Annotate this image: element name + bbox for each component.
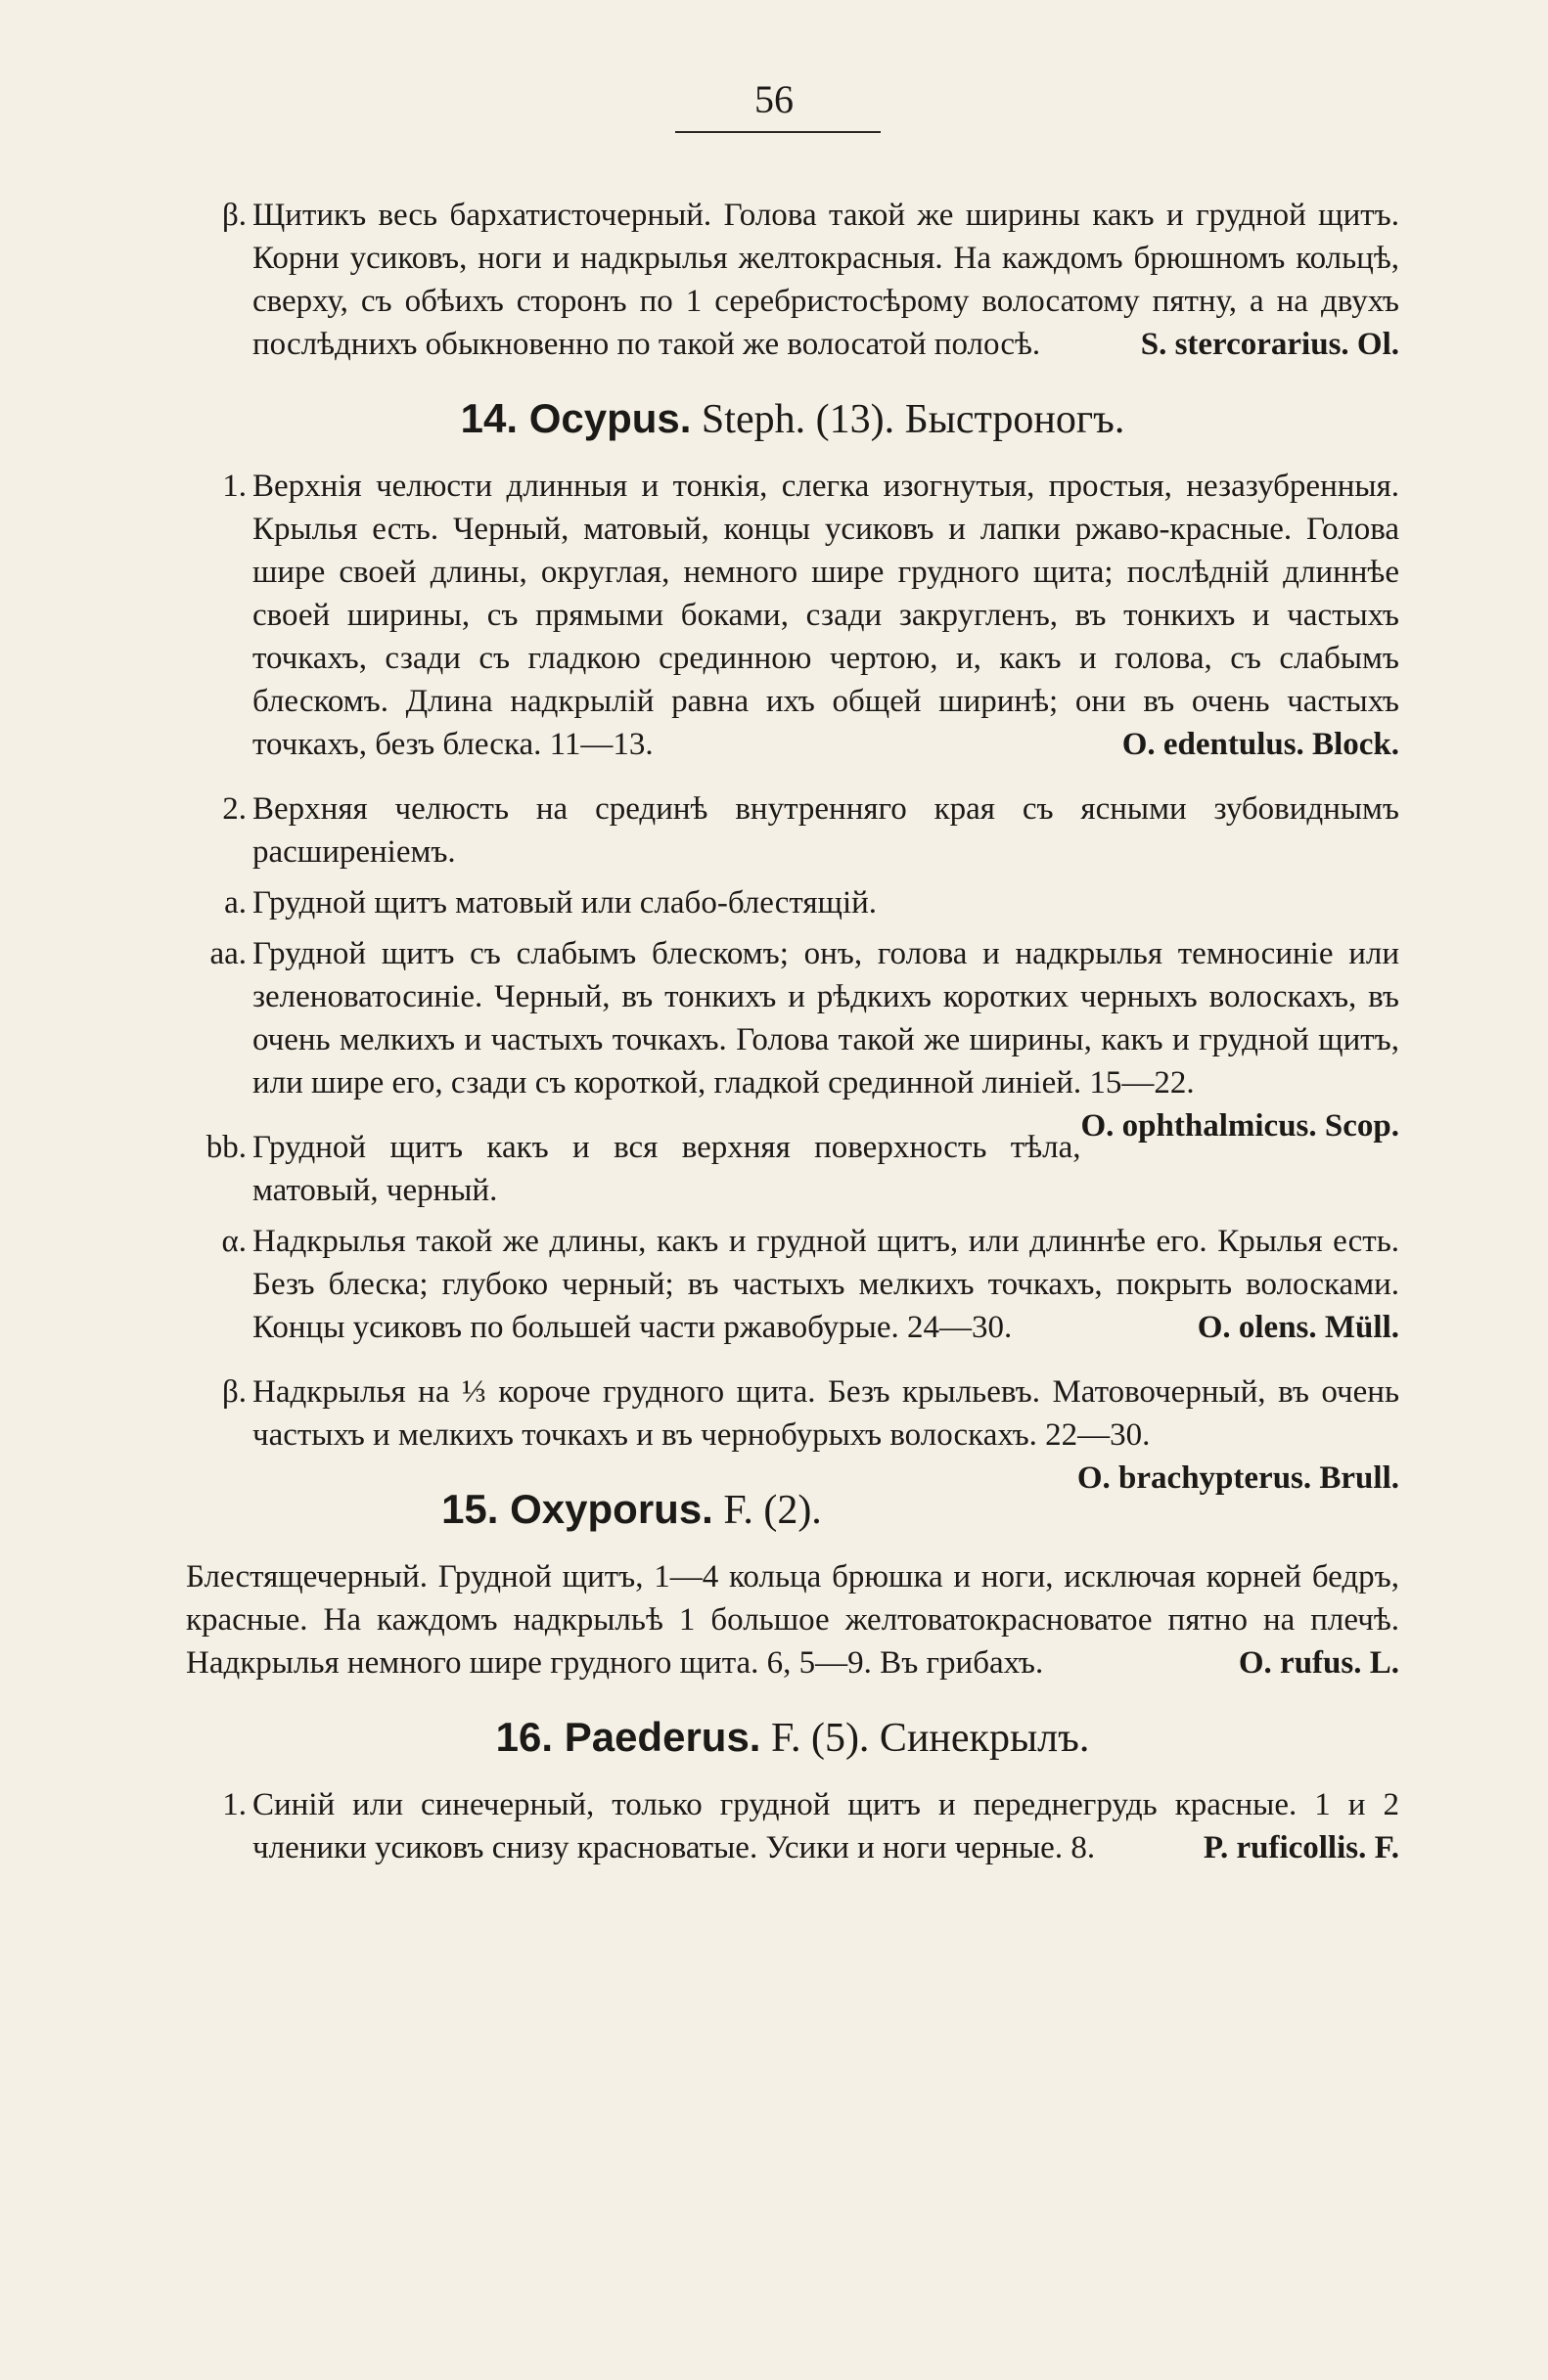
genus-name: 16. Paederus.	[495, 1714, 761, 1760]
genus-heading	[186, 391, 1399, 447]
entry-label: aa.	[209, 936, 247, 971]
entry-text: Надкрылья такой же длины, какъ и грудной щитъ, или длиннѣе его. Крылья есть. Безъ блеска; глубоко черный; въ частыхъ мелкихъ точкахъ, покрыть волосками. Концы усиковъ по большей части ржавобурые. 24—30.	[252, 1224, 1399, 1345]
species-name: O. edentulus. Block.	[1121, 727, 1399, 762]
key-entry	[186, 465, 1399, 766]
key-entry	[186, 1126, 1399, 1212]
entry-label: 1.	[222, 469, 247, 504]
entry-text: Надкрылья на ⅓ короче грудного щита. Безъ крыльевъ. Матовочерный, въ очень частыхъ и мелкихъ точкахъ и въ чернобурыхъ волоскахъ. 22—30.	[252, 1374, 1399, 1453]
key-entry	[186, 787, 1399, 874]
entry-label: bb.	[205, 1130, 247, 1165]
page-number: 56	[754, 77, 794, 121]
species-name: P. ruficollis. F.	[1203, 1830, 1399, 1865]
entry-label: β.	[221, 198, 247, 233]
genus-info: F. (2).	[723, 1488, 822, 1533]
entry-label: a.	[224, 885, 247, 921]
key-entry	[186, 1370, 1399, 1496]
genus-heading	[186, 1710, 1399, 1766]
entry-text: Грудной щитъ матовый или слабо-блестящій.	[252, 885, 878, 921]
species-name: O. brachypterus. Brull.	[1076, 1460, 1399, 1496]
entry-text: Верхняя челюсть на срединѣ внутренняго края съ ясными зубовиднымъ расширеніемъ.	[252, 791, 1399, 870]
entry-label: β.	[221, 1374, 247, 1410]
key-entry	[186, 932, 1399, 1144]
genus-info: F. (5). Синекрылъ.	[770, 1716, 1090, 1761]
key-entry	[186, 1220, 1399, 1349]
genus-description	[186, 1555, 1399, 1684]
header-rule	[675, 131, 881, 133]
species-name: S. stercorarius. Ol.	[1140, 327, 1399, 362]
entry-label: α.	[221, 1224, 247, 1259]
genus-name: 15. Oxyporus.	[441, 1486, 713, 1532]
entry-text: Синій или синечерный, только грудной щитъ и переднегрудь красные. 1 и 2 членики усиковъ снизу красноватые. Усики и ноги черные. 8.	[252, 1787, 1399, 1865]
entry-text: Грудной щитъ съ слабымъ блескомъ; онъ, голова и надкрылья темносиніе или зеленоватосиніе. Черный, въ тонкихъ и рѣдкихъ коротких черныхъ волоскахъ, въ очень мелкихъ и частыхъ точкахъ. Голова такой же ширины, какъ и грудной щитъ, или шире его, сзади съ короткой, гладкой срединной линіей. 15—22.	[252, 936, 1399, 1100]
entry-label: 1.	[222, 1787, 247, 1822]
key-entry	[186, 1783, 1399, 1869]
key-entry	[186, 194, 1399, 366]
species-name: O. ophthalmicus. Scop.	[1080, 1108, 1399, 1144]
entry-text: Щитикъ весь бархатисточерный. Голова такой же ширины какъ и грудной щитъ. Корни усиковъ, ноги и надкрылья желтокрасныя. На каждомъ брюшномъ кольцѣ, сверху, съ обѣихъ сторонъ по 1 серебристосѣрому волосатому пятну, а на двухъ послѣднихъ обыкновенно по такой же волосатой полосѣ.	[252, 198, 1399, 362]
species-name: O. rufus. L.	[1238, 1645, 1399, 1681]
text-body	[186, 186, 1399, 1869]
entry-text: Верхнія челюсти длинныя и тонкія, слегка изогнутыя, простыя, незазубренныя. Крылья есть. Черный, матовый, концы усиковъ и лапки ржаво-красные. Голова шире своей длины, округлая, немного шире грудного щита; послѣдній длиннѣе своей ширины, съ прямыми боками, сзади закругленъ, въ тонкихъ и частыхъ точкахъ, сзади съ гладкою срединною чертою, и, какъ и голова, съ слабымъ блескомъ. Длина надкрылій равна ихъ общей ширинѣ; они въ очень частыхъ точкахъ, безъ блеска. 11—13.	[252, 469, 1399, 762]
genus-name: 14. Ocypus.	[460, 395, 692, 441]
genus-info: Steph. (13). Быстроногъ.	[701, 397, 1125, 442]
entry-label: 2.	[222, 791, 247, 827]
entry-text: Грудной щитъ какъ и вся верхняя поверхность тѣла, матовый, черный.	[252, 1130, 1081, 1208]
entry-text: Блестящечерный. Грудной щитъ, 1—4 кольца брюшка и ноги, исключая корней бедръ, красные. На каждомъ надкрыльѣ 1 большое желтоватокрасноватое пятно на плечѣ. Надкрылья немного шире грудного щита. 6, 5—9. Въ грибахъ.	[186, 1559, 1399, 1681]
key-entry	[186, 881, 1399, 924]
species-name: O. olens. Müll.	[1197, 1310, 1399, 1345]
